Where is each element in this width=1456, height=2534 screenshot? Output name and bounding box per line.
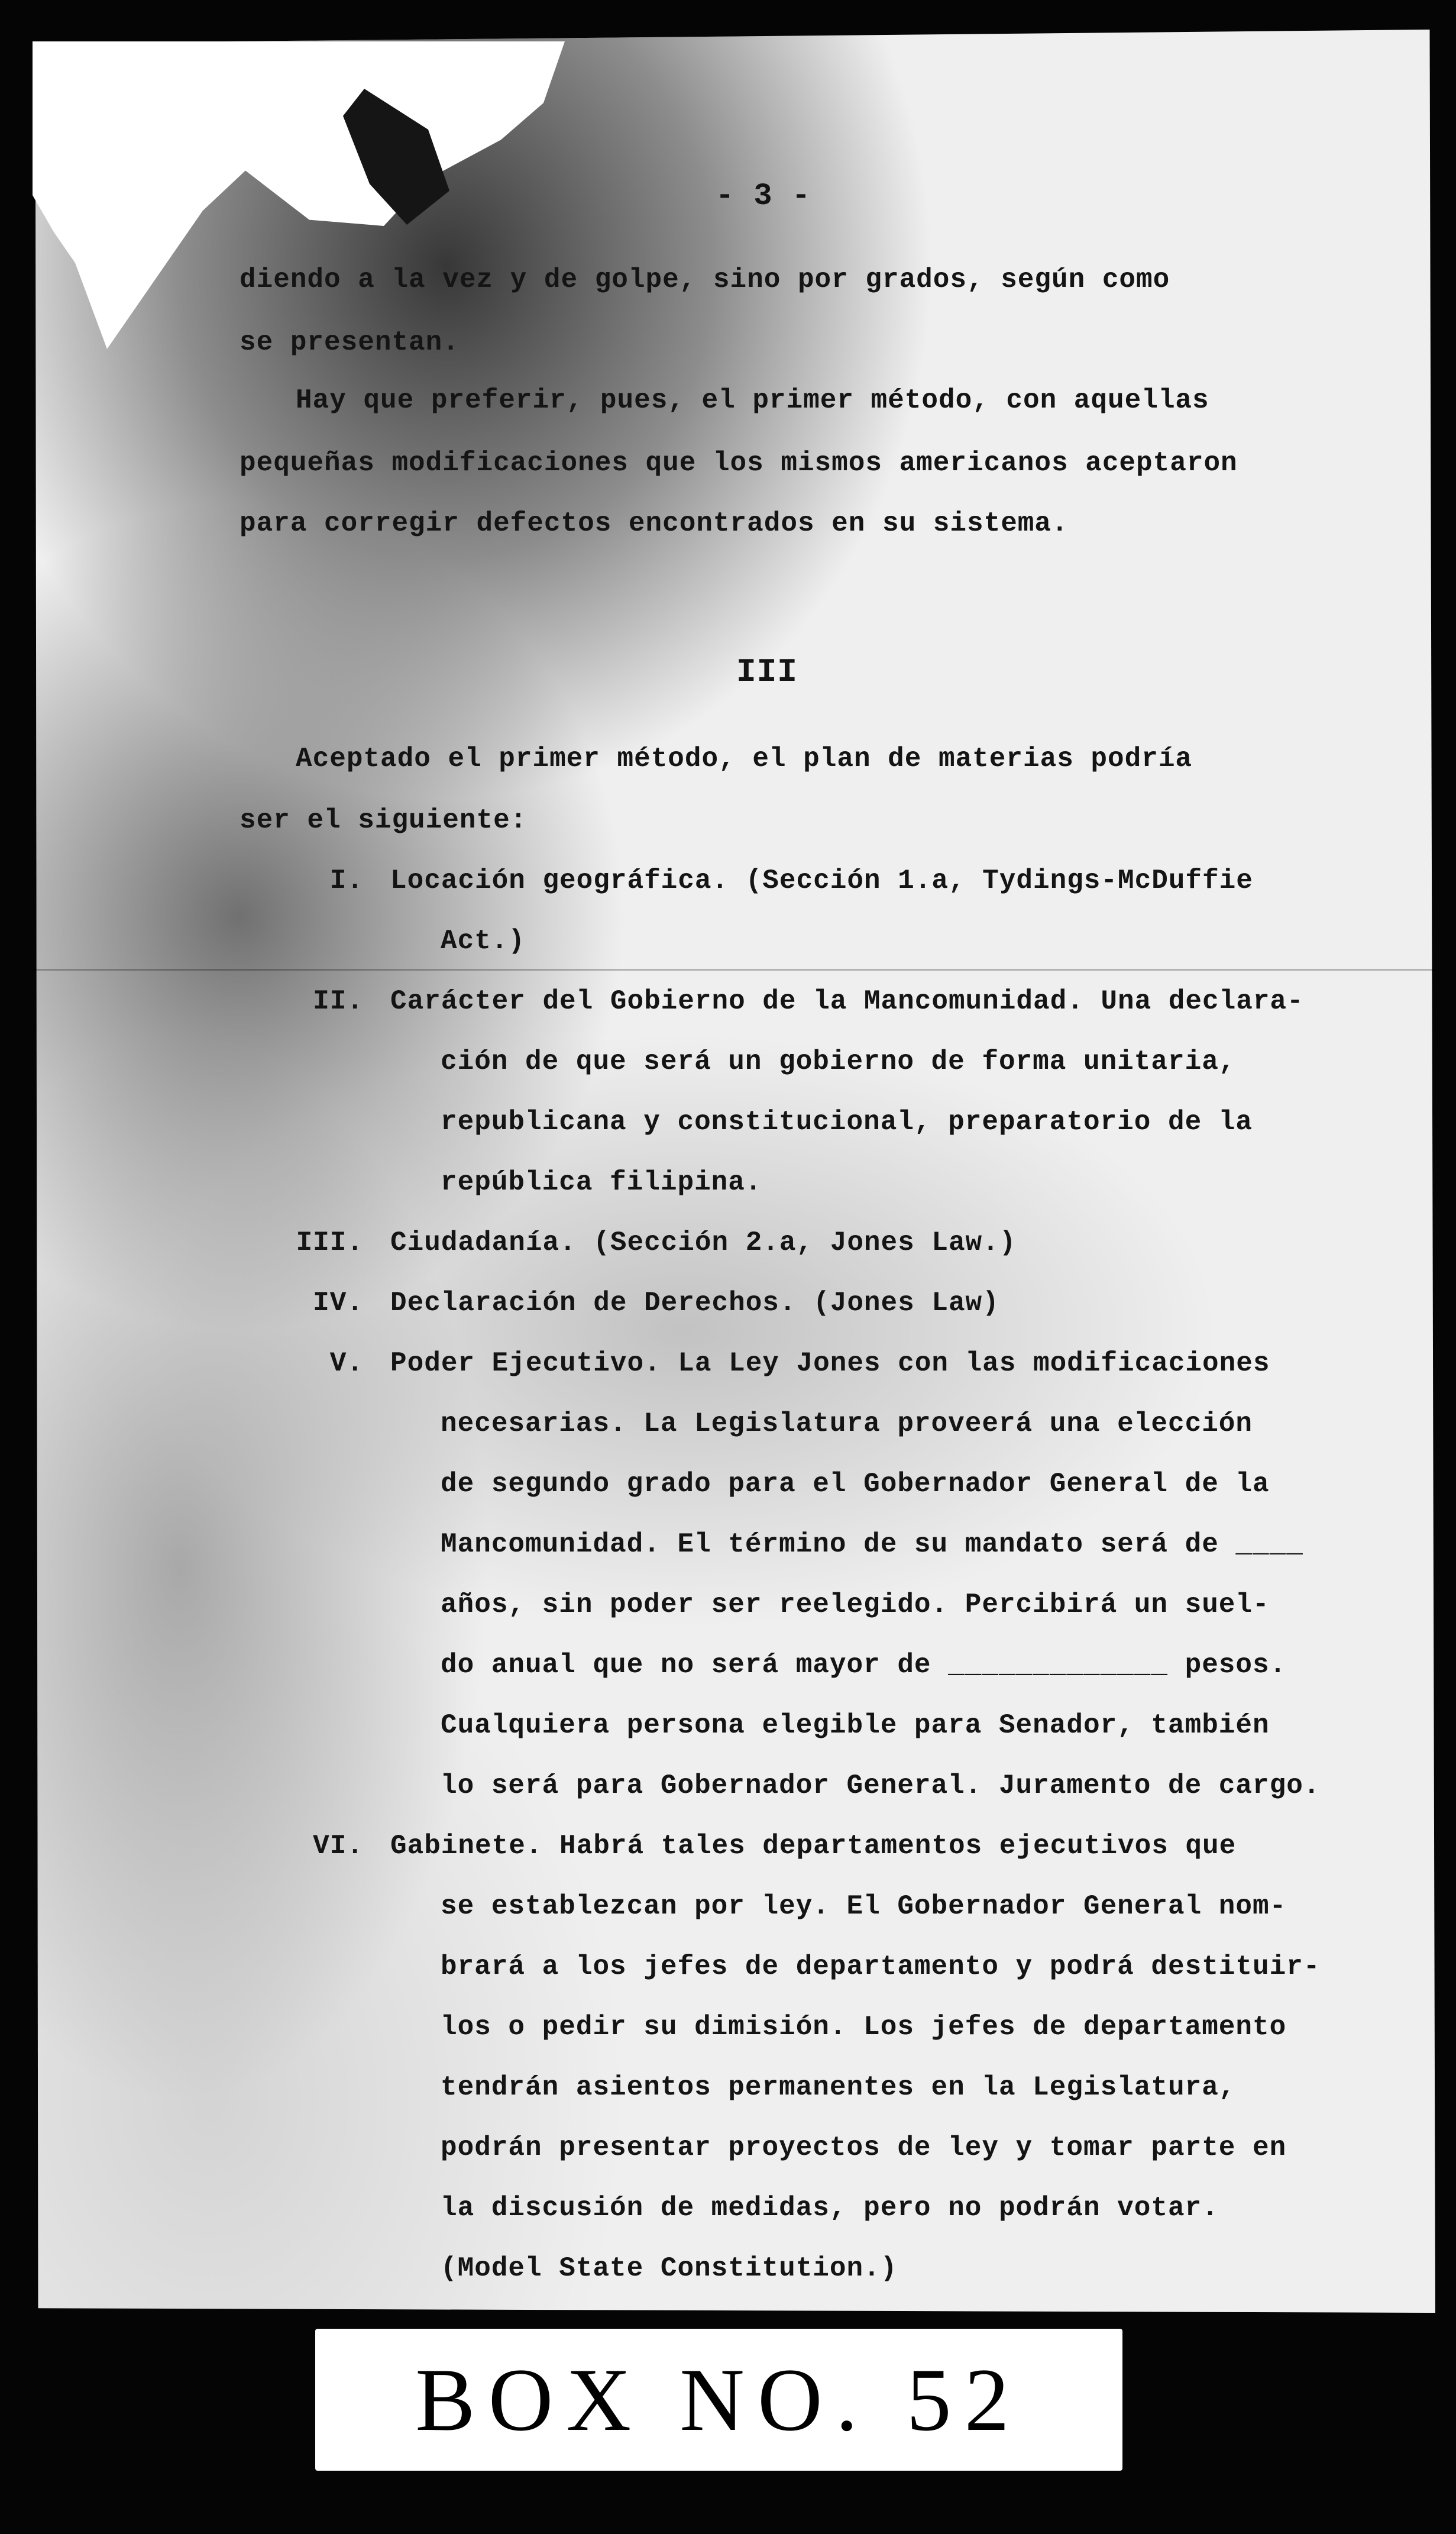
outline-line: Act.) — [441, 926, 526, 956]
outline-number: I. — [329, 865, 364, 896]
outline-number: VI. — [313, 1831, 364, 1861]
outline-line: años, sin poder ser reelegido. Percibirá un suel- — [441, 1589, 1270, 1620]
outline-line: se establezcan por ley. El Gobernador General nom- — [441, 1891, 1287, 1922]
text-line: Hay que preferir, pues, el primer método, con aquellas — [296, 385, 1209, 416]
outline-line: Declaración de Derechos. (Jones Law) — [390, 1288, 999, 1318]
outline-line: Poder Ejecutivo. La Ley Jones con las modificaciones — [390, 1348, 1270, 1379]
outline-line: necesarias. La Legislatura proveerá una elección — [441, 1408, 1253, 1439]
outline-line: Mancomunidad. El término de su mandato será de ____ — [441, 1529, 1303, 1560]
outline-line: podrán presentar proyectos de ley y tomar parte en — [441, 2132, 1287, 2163]
outline-line: de segundo grado para el Gobernador General de la — [441, 1469, 1270, 1499]
outline-line: Ciudadanía. (Sección 2.a, Jones Law.) — [390, 1227, 1017, 1258]
text-line: diendo a la vez y de golpe, sino por grados, según como — [240, 264, 1170, 295]
outline-line: Cualquiera persona elegible para Senador, también — [441, 1710, 1270, 1741]
outline-line: republicana y constitucional, preparatorio de la — [441, 1107, 1253, 1137]
outline-line: ción de que será un gobierno de forma unitaria, — [441, 1046, 1236, 1077]
outline-number: III. — [296, 1227, 364, 1258]
text-line: ser el siguiente: — [240, 805, 528, 836]
outline-line: tendrán asientos permanentes en la Legislatura, — [441, 2072, 1236, 2103]
outline-number: V. — [329, 1348, 364, 1379]
page-number: - 3 - — [716, 179, 811, 214]
outline-line: lo será para Gobernador General. Juramento de cargo. — [441, 1770, 1321, 1801]
outline-line: do anual que no será mayor de _____________ pesos. — [441, 1650, 1287, 1680]
text-line: para corregir defectos encontrados en su sistema. — [240, 508, 1069, 539]
text-line: Aceptado el primer método, el plan de materias podría — [296, 744, 1193, 774]
box-label — [315, 2329, 1122, 2471]
outline-number: IV. — [313, 1288, 364, 1318]
text-line: pequeñas modificaciones que los mismos americanos aceptaron — [240, 448, 1238, 479]
outline-line: la discusión de medidas, pero no podrán votar. — [441, 2193, 1219, 2223]
outline-line: Locación geográfica. (Sección 1.a, Tydings-McDuffie — [390, 865, 1253, 896]
outline-line: Gabinete. Habrá tales departamentos ejecutivos que — [390, 1831, 1237, 1861]
outline-line: república filipina. — [441, 1167, 762, 1198]
section-heading: III — [736, 653, 798, 691]
outline-line: (Model State Constitution.) — [441, 2253, 898, 2284]
text-line: se presentan. — [240, 327, 460, 358]
box-label-text: BOX NO. 52 — [415, 2350, 1023, 2449]
outline-line: Carácter del Gobierno de la Mancomunidad. Una declara- — [390, 986, 1304, 1017]
outline-line: brará a los jefes de departamento y podrá destituir- — [441, 1951, 1321, 1982]
outline-line: los o pedir su dimisión. Los jefes de departamento — [441, 2012, 1287, 2042]
outline-number: II. — [313, 986, 364, 1017]
